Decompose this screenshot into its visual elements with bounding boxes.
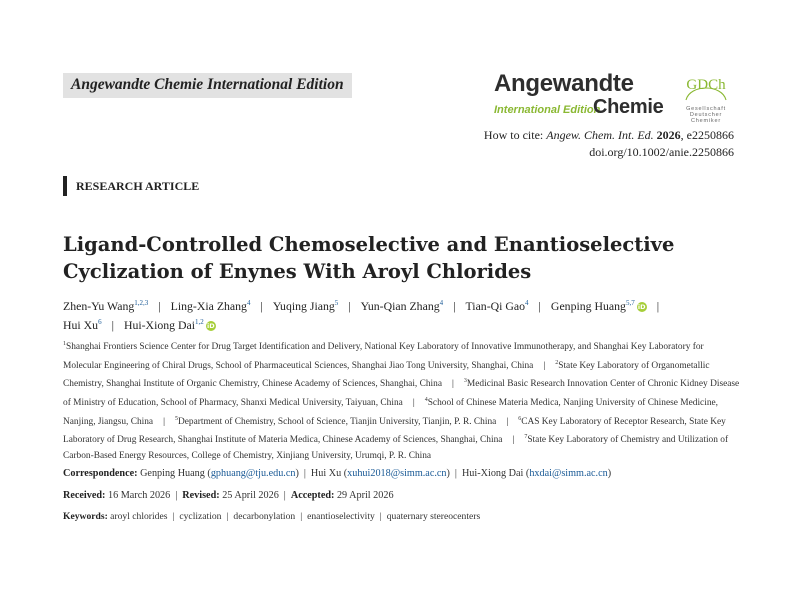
author-name[interactable]: Yuqing Jiang$^5$ xyxy=(272,298,339,313)
logo-angewandte-text: Angewandte xyxy=(494,70,634,97)
article-title: Ligand-Controlled Chemoselective and Enantioselective Cyclization of Enynes With Aroyl Chlorides xyxy=(63,233,675,283)
keyword: enantioselectivity xyxy=(307,511,375,522)
affiliations xyxy=(63,337,743,464)
affiliation-item: $^4$School of Chinese Materia Medica, Nanjing University of Chinese Medicine, Nanjing, Jiangsu, China xyxy=(63,396,719,427)
gdch-abbrev: GDCh xyxy=(686,77,726,93)
keyword: cyclization xyxy=(179,511,222,522)
date-value: 29 April 2026 xyxy=(336,490,394,501)
author-list xyxy=(63,295,743,333)
author-affiliation-marker: 4 xyxy=(246,299,251,307)
affiliation-separator: | xyxy=(506,416,509,427)
citation-block xyxy=(484,127,734,161)
doi-link[interactable]: doi.org/10.1002/anie.2250866 xyxy=(589,145,734,159)
author-separator: | xyxy=(111,317,114,332)
separator: | xyxy=(175,490,178,501)
author-affiliation-marker: 1,2,3 xyxy=(134,299,149,307)
correspondent-name: Genping Huang xyxy=(140,468,205,479)
author-affiliation-marker: 1,2 xyxy=(195,317,204,326)
logo-chemie-text: Chemie xyxy=(593,96,664,118)
author-separator: | xyxy=(453,298,456,313)
author-name[interactable]: Ling-Xia Zhang$^4$ xyxy=(170,298,251,313)
affiliation-item: $^7$State Key Laboratory of Chemistry and Utilization of Carbon-Based Energy Resources, College of Chemistry, Xinjiang University, Urumqi, P. R. China xyxy=(63,434,729,461)
author-affiliation-marker: 6 xyxy=(98,317,102,326)
author-affiliation-marker: 5,7 xyxy=(625,299,635,307)
keywords-line xyxy=(63,511,743,522)
correspondent-name: Hui Xu xyxy=(310,468,342,479)
date-value: 16 March 2026 xyxy=(107,490,171,501)
correspondent-email-link[interactable]: hxdai@simm.ac.cn xyxy=(529,468,608,479)
dates-line xyxy=(63,490,743,501)
date-label: Revised: xyxy=(182,490,220,501)
affiliation-separator: | xyxy=(163,416,165,427)
date-label: Accepted: xyxy=(290,490,335,501)
affiliation-item: $^6$CAS Key Laboratory of Receptor Research, State Key Laboratory of Drug Research, Shanghai Institute of Materia Medica, Chinese Academy of Sciences, Shanghai, China xyxy=(63,415,726,446)
author-separator: | xyxy=(348,298,351,313)
separator: | xyxy=(283,490,286,501)
author-separator: | xyxy=(656,298,660,313)
affiliation-separator: | xyxy=(543,360,546,371)
date-label: Received: xyxy=(63,490,106,501)
affiliation-number: 5 xyxy=(175,415,178,422)
author-separator: | xyxy=(538,298,541,313)
separator: | xyxy=(226,511,229,522)
date-value: 25 April 2026 xyxy=(222,490,279,501)
logo-international-edition-text: International Edition xyxy=(494,104,601,116)
author-name[interactable]: Hui Xu$^6$ xyxy=(63,317,102,332)
correspondence-line: Correspondence: Genping Huang (gphuang@tju.edu.cn) | Hui Xu (xuhui2018@simm.ac.cn) | Hui-Xiong Dai (hxdai@simm.ac.cn) xyxy=(63,468,612,479)
separator: | xyxy=(303,468,306,479)
affiliation-separator: | xyxy=(452,379,454,390)
orcid-icon[interactable]: iD xyxy=(206,321,215,330)
orcid-icon[interactable]: iD xyxy=(637,302,646,311)
affiliation-item: $^5$Department of Chemistry, School of Science, Tianjin University, Tianjin, P. R. China xyxy=(175,415,497,427)
gdch-society-name: Gesellschaft Deutscher Chemiker xyxy=(686,106,726,124)
affiliation-number: 7 xyxy=(524,434,528,441)
affiliation-separator: | xyxy=(412,398,415,408)
affiliation-item: $^1$Shanghai Frontiers Science Center for Drug Target Identification and Delivery, National Key Laboratory of Innovative Immunotherapy, and Shanghai Key Laboratory for Molecular Engineering of Chiral Drugs, School of Pharmaceutical Sciences, Shanghai Jiao Tong University, Shanghai, China xyxy=(63,341,704,371)
keywords-label: Keywords: xyxy=(63,511,108,522)
author-name[interactable]: Yun-Qian Zhang$^4$ xyxy=(360,298,444,313)
author-separator: | xyxy=(158,298,161,313)
separator: | xyxy=(172,511,175,522)
correspondence-label: Correspondence: xyxy=(63,468,138,479)
author-affiliation-marker: 4 xyxy=(525,299,529,307)
article-type-label: RESEARCH ARTICLE xyxy=(63,176,199,196)
correspondent-email-link[interactable]: gphuang@tju.edu.cn xyxy=(210,468,296,479)
affiliation-item: $^2$State Key Laboratory of Organometallic Chemistry, Shanghai Institute of Organic Chemistry, Chinese Academy of Sciences, Shanghai, China xyxy=(63,359,710,390)
affiliation-number: 6 xyxy=(518,415,522,422)
correspondent-name: Hui-Xiong Dai xyxy=(461,468,524,479)
separator: | xyxy=(454,468,457,479)
correspondent-email-link[interactable]: xuhui2018@simm.ac.cn xyxy=(347,468,447,479)
affiliation-number: 1 xyxy=(63,341,66,347)
affiliation-number: 4 xyxy=(424,396,428,403)
author-name[interactable]: Zhen-Yu Wang$^{1,2,3}$ xyxy=(63,298,149,313)
keyword: decarbonylation xyxy=(233,511,296,522)
keyword: quaternary stereocenters xyxy=(386,511,481,522)
author-affiliation-marker: 5 xyxy=(334,299,339,307)
journal-name-banner: Angewandte Chemie International Edition xyxy=(63,73,352,98)
author-separator: | xyxy=(260,298,263,313)
author-affiliation-marker: 4 xyxy=(439,299,444,307)
separator: | xyxy=(300,511,303,522)
affiliation-separator: | xyxy=(512,435,515,446)
author-name[interactable]: Tian-Qi Gao$^4$ xyxy=(465,298,529,313)
keyword: aroyl chlorides xyxy=(110,511,168,522)
affiliation-number: 3 xyxy=(463,378,467,385)
author-name[interactable]: Hui-Xiong Dai$^{1,2}$ iD xyxy=(123,317,215,332)
journal-logo xyxy=(494,70,734,126)
separator: | xyxy=(379,511,382,522)
affiliation-item: $^3$Medicinal Basic Research Innovation Center of Chronic Kidney Disease of Ministry of Education, School of Pharmacy, Shanxi Medical University, Taiyuan, China xyxy=(63,378,740,408)
citation-line: How to cite: Angew. Chem. Int. Ed. 2026, e2250866 xyxy=(483,128,734,142)
affiliation-number: 2 xyxy=(555,359,559,366)
author-name[interactable]: Genping Huang$^{5,7}$ iD xyxy=(550,298,646,313)
